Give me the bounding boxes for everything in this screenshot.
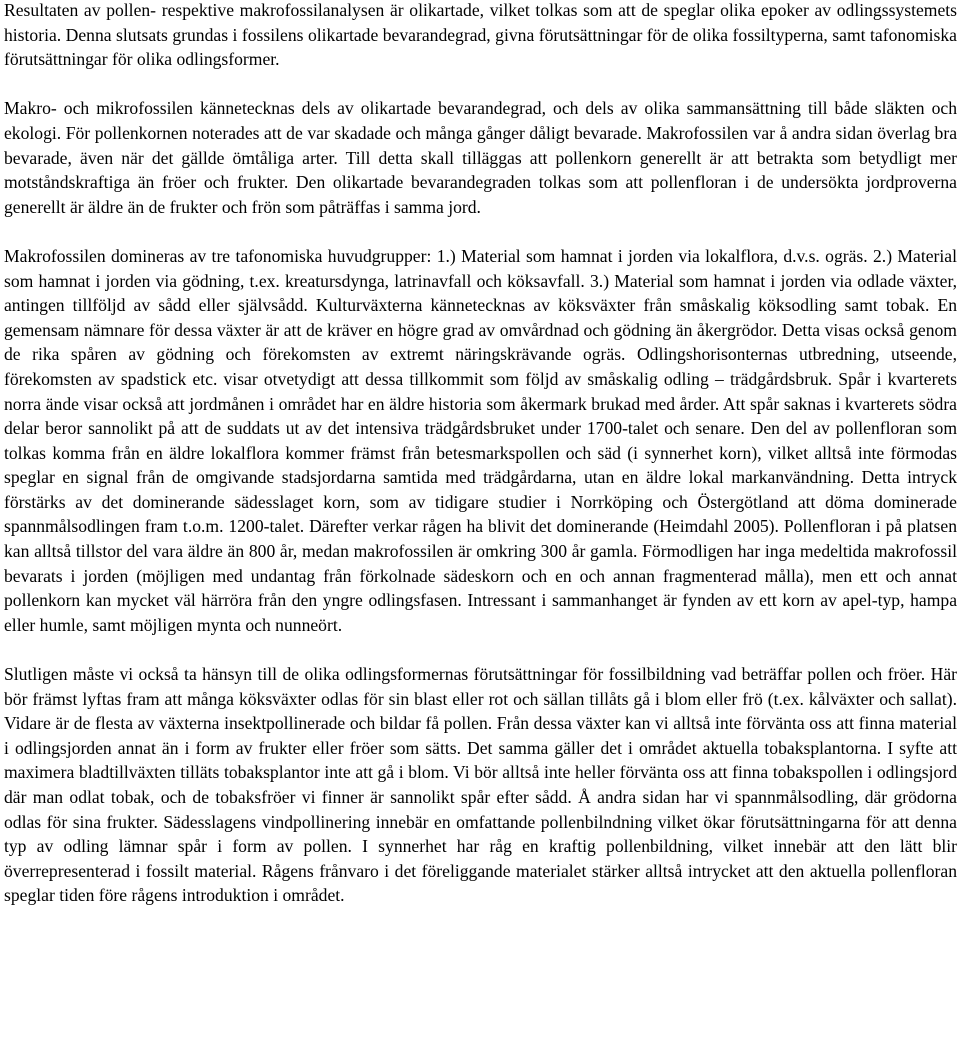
paragraph-taphonomy: Makrofossilen domineras av tre tafonomiska huvudgrupper: 1.) Material som hamnat i jorden via lokalflora, d.v.s. ogräs. 2.) Material som hamnat i jorden via gödning, t.ex. kreatursdynga, latrinavfall och köksavfall. 3.) Material som hamnat i jorden via odlade växter, antingen tillföljd av sådd eller självsådd. Kulturväxterna kännetecknas av köksväxter från småskalig köksodling samt tobak. En gemensam nämnare för dessa växter är att de kräver en högre grad av omvårdnad och gödning än åkergrödor. Detta visas också genom de rika spåren av gödning och förekomsten av extremt näringskrävande ogräs. Odlingshorisonternas utbredning, utseende, förekomsten av spadstick etc. visar otvetydigt att dessa tillkommit som följd av småskalig odling – trädgårdsbruk. Spår i kvarterets norra ände visar också att jordmånen i området har en äldre historia som åkermark brukad med årder. Att spår saknas i kvarterets södra delar beror sannolikt på att de suddats ut av det intensiva trädgårdsbruket under 1700-talet och senare. Den del av pollenfloran som tolkas komma från en äldre lokalflora kommer främst från betesmarkspollen och säd (i synnerhet korn), vilket alltså inte förmodas speglar en signal från de omgivande stadsjordarna samtida med trädgårdarna, utan en äldre lokal markanvändning. Detta intryck förstärks av det dominerande sädesslaget korn, som av tidigare studier i Norrköping och Östergötland att döma dominerade spannmålsodlingen fram t.o.m. 1200-talet. Därefter verkar rågen ha blivit det dominerande (Heimdahl 2005). Pollenfloran i på platsen kan alltså tillstor del vara äldre än 800 år, medan makrofossilen är omkring 300 år gamla. Förmodligen har inga medeltida makrofossil bevarats i jorden (möjligen med undantag från förkolnade sädeskorn och en och annan fragmenterad målla), men ett och annat pollenkorn kan mycket väl härröra från den yngre odlingsfasen. Intressant i sammanhanget är fynden av ett korn av apel-typ, hampa eller humle, samt möjligen mynta och nunneört.: [4, 245, 957, 635]
document-body: [4, 0, 957, 908]
paragraph-results-intro: Resultaten av pollen- respektive makrofossilanalysen är olikartade, vilket tolkas som att de speglar olika epoker av odlingssystemets historia. Denna slutsats grundas i fossilens olikartade bevarandegrad, givna förutsättningar för de olika fossiltyperna, samt tafonomiska förutsättningar för olika odlingsformer.: [4, 0, 957, 70]
paragraph-preservation: Makro- och mikrofossilen kännetecknas dels av olikartade bevarandegrad, och dels av olika sammansättning till både släkten och ekologi. För pollenkornen noterades att de var skadade och många gånger dåligt bevarade. Makrofossilen var å andra sidan överlag bra bevarade, även när det gällde ömtåliga arter. Till detta skall tilläggas att pollenkorn generellt är att betrakta som betydligt mer motståndskraftiga än fröer och frukter. Den olikartade bevarandegraden tolkas som att pollenfloran i de undersökta jordproverna generellt är äldre än de frukter och frön som påträffas i samma jord.: [4, 98, 957, 217]
paragraph-cultivation-forms: Slutligen måste vi också ta hänsyn till de olika odlingsformernas förutsättningar för fossilbildning vad beträffar pollen och fröer. Här bör främst lyftas fram att många köksväxter odlas för sin blast eller rot och sällan tillåts gå i blom eller frö (t.ex. kålväxter och sallat). Vidare är de flesta av växterna insektpollinerade och bildar få pollen. Från dessa växter kan vi alltså inte förvänta oss att finna material i odlingsjorden annat än i form av frukter eller fröer som sätts. Det samma gäller det i området aktuella tobaksplantorna. I syfte att maximera bladtillväxten tilläts tobaksplantor inte att gå i blom. Vi bör alltså inte heller förvänta oss att finna tobakspollen i odlingsjord där man odlat tobak, och de tobaksfröer vi finner är sannolikt spår efter sådd. Å andra sidan har vi spannmålsodling, där grödorna odlas för sina frukter. Sädesslagens vindpollinering innebär en omfattande pollenbilndning vilket ökar förutsättningarna för att denna typ av odling lämnar spår i form av pollen. I synnerhet har råg en kraftig pollenbildning, vilket innebär att den lätt blir överrepresenterad i fossilt material. Rågens frånvaro i det föreliggande materialet stärker alltså intrycket att den aktuella pollenfloran speglar tiden före rågens introduktion i området.: [4, 664, 957, 906]
